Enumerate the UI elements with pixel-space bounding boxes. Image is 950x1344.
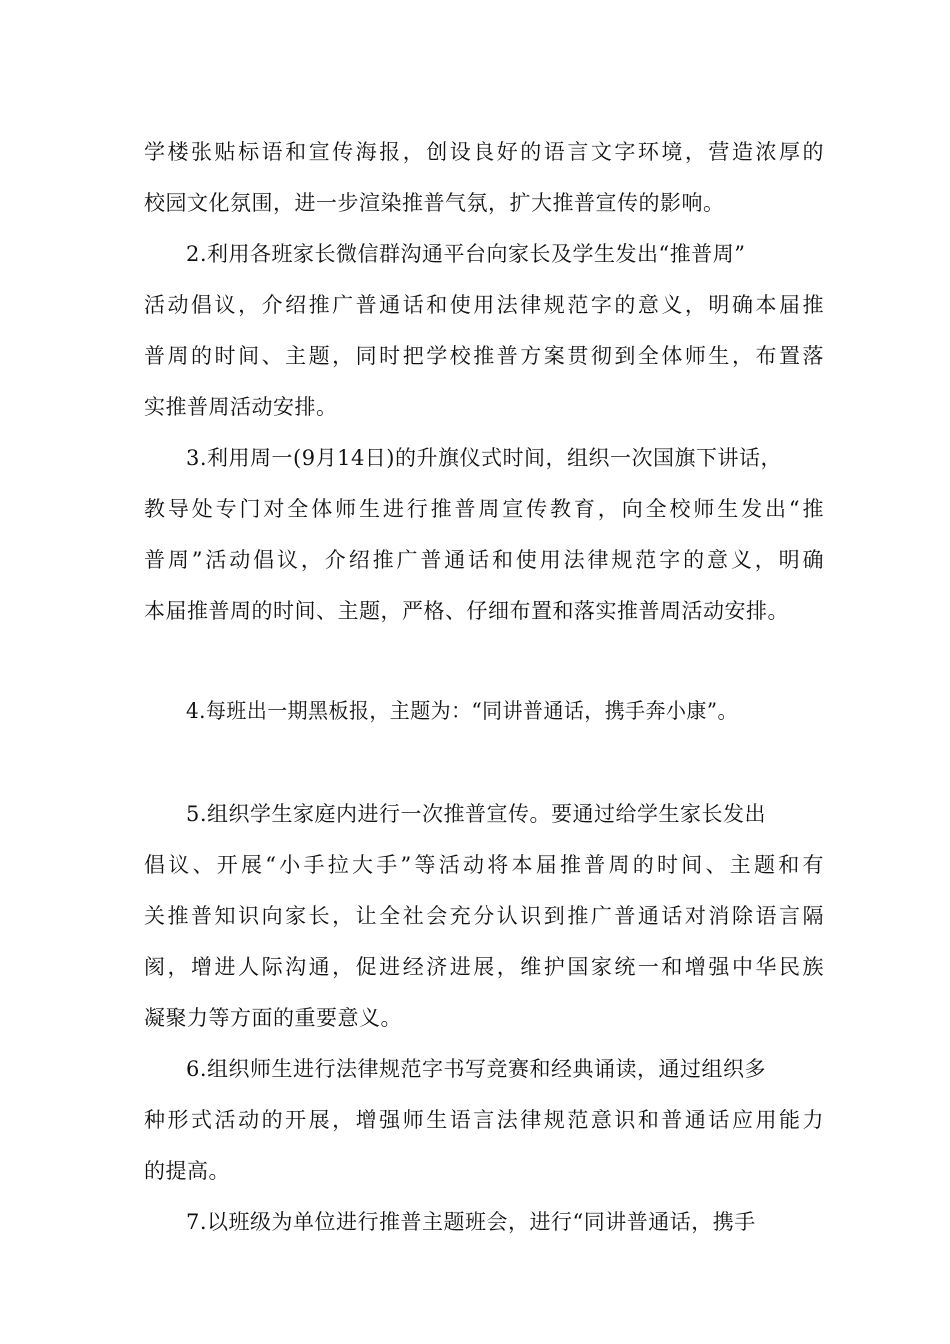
text-line: 阂，增进人际沟通，促进经济进展，维护国家统一和增强中华民族 xyxy=(144,955,824,979)
text-line: 活动倡议，介绍推广普通话和使用法律规范字的意义，明确本届推 xyxy=(144,293,824,317)
text-line: 种形式活动的开展，增强师生语言法律规范意识和普通话应用能力 xyxy=(144,1108,824,1132)
text-line: 的提高。 xyxy=(144,1159,230,1183)
text-line: 4.每班出一期黑板报，主题为：“同讲普通话，携手奔小康”。 xyxy=(186,699,738,723)
text-line: 2.利用各班家长微信群沟通平台向家长及学生发出“推普周” xyxy=(186,242,746,266)
text-line: 关推普知识向家长，让全社会充分认识到推广普通话对消除语言隔 xyxy=(144,904,824,928)
text-line: 普周的时间、主题，同时把学校推普方案贯彻到全体师生，布置落 xyxy=(144,344,824,368)
text-line: 凝聚力等方面的重要意义。 xyxy=(144,1006,402,1030)
text-line: 校园文化氛围，进一步渲染推普气氛，扩大推普宣传的影响。 xyxy=(144,191,725,215)
text-line: 本届推普周的时间、主题，严格、仔细布置和落实推普周活动安排。 xyxy=(144,599,789,623)
text-line: 实推普周活动安排。 xyxy=(144,395,338,419)
text-line: 5.组织学生家庭内进行一次推普宣传。要通过给学生家长发出 xyxy=(186,802,767,826)
text-line: 6.组织师生进行法律规范字书写竞赛和经典诵读，通过组织多 xyxy=(186,1057,767,1081)
text-line: 普周”活动倡议，介绍推广普通话和使用法律规范字的意义，明确 xyxy=(144,548,824,572)
text-line: 教导处专门对全体师生进行推普周宣传教育，向全校师生发出“推 xyxy=(144,497,824,521)
text-line: 倡议、开展“小手拉大手”等活动将本届推普周的时间、主题和有 xyxy=(144,853,824,877)
text-line: 7.以班级为单位进行推普主题班会，进行“同讲普通话，携手 xyxy=(186,1210,756,1234)
text-line: 3.利用周一(9月14日)的升旗仪式时间，组织一次国旗下讲话， xyxy=(186,446,783,470)
text-line: 学楼张贴标语和宣传海报，创设良好的语言文字环境，营造浓厚的 xyxy=(144,140,824,164)
